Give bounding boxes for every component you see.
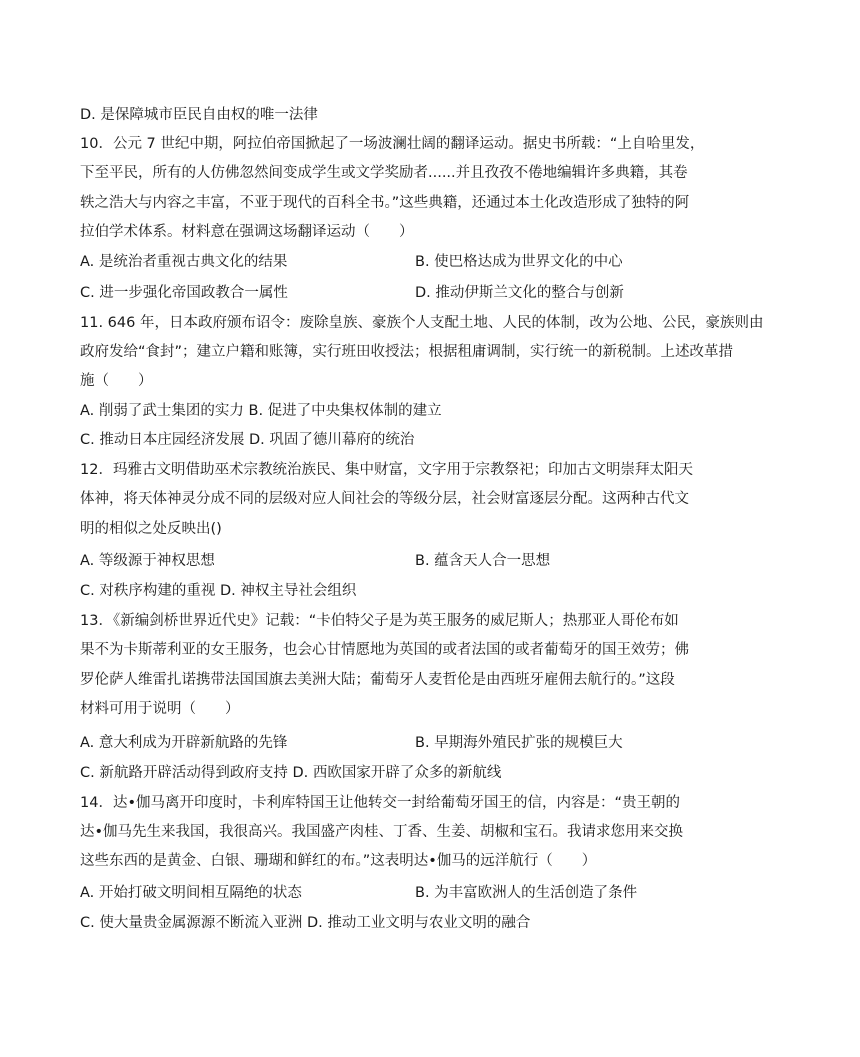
- q10-stem-line-1: 10．公元 7 世纪中期，阿拉伯帝国掀起了一场波澜壮阔的翻译运动。据史书所载：“上自哈里发，: [80, 136, 705, 152]
- q14-stem-line-2: 达•伽马先生来我国，我很高兴。我国盛产肉桂、丁香、生姜、胡椒和宝石。我请求您用来交换: [80, 824, 684, 840]
- q12-option-cd: C. 对秩序构建的重视 D. 神权主导社会组织: [80, 583, 357, 599]
- q13-option-a: A. 意大利成为开辟新航路的先锋: [80, 735, 288, 751]
- q10-stem-line-4: 拉伯学术体系。材料意在强调这场翻译运动（ ）: [80, 224, 414, 240]
- q12-stem-line-1: 12．玛雅古文明借助巫术宗教统治族民、集中财富，文字用于宗教祭祀；印加古文明崇拜太阳天: [80, 462, 693, 478]
- q14-option-b: B. 为丰富欧洲人的生活创造了条件: [415, 885, 638, 901]
- q12-stem-line-3: 明的相似之处反映出(): [80, 521, 222, 537]
- q12-option-b: B. 蕴含天人合一思想: [415, 553, 551, 569]
- q12-option-a: A. 等级源于神权思想: [80, 553, 215, 569]
- q13-option-cd: C. 新航路开辟活动得到政府支持 D. 西欧国家开辟了众多的新航线: [80, 765, 502, 781]
- q10-option-c: C. 进一步强化帝国政教合一属性: [80, 285, 288, 301]
- q10-stem-line-3: 轶之浩大与内容之丰富，不亚于现代的百科全书。”这些典籍，还通过本土化改造形成了独特的阿: [80, 195, 690, 211]
- q11-stem-line-1: 11. 646 年，日本政府颁布诏令：废除皇族、豪族个人支配土地、人民的体制，改为公地、公民，豪族则由: [80, 315, 764, 331]
- q14-option-cd: C. 使大量贵金属源源不断流入亚洲 D. 推动工业文明与农业文明的融合: [80, 915, 531, 931]
- q10-option-a: A. 是统治者重视古典文化的结果: [80, 254, 288, 270]
- q11-stem-line-2: 政府发给“食封”；建立户籍和账簿，实行班田收授法；根据租庸调制，实行统一的新税制。上述改革措: [80, 344, 734, 360]
- q13-stem-line-4: 材料可用于说明（ ）: [80, 701, 240, 717]
- q14-stem-line-1: 14．达•伽马离开印度时，卡利库特国王让他转交一封给葡萄牙国王的信，内容是：“贵王朝的: [80, 795, 681, 811]
- q10-option-b: B. 使巴格达成为世界文化的中心: [415, 254, 623, 270]
- q12-stem-line-2: 体神，将天体神灵分成不同的层级对应人间社会的等级分层，社会财富逐层分配。这两种古代文: [80, 491, 689, 507]
- q14-option-a: A. 开始打破文明间相互隔绝的状态: [80, 885, 302, 901]
- q11-option-line-1: A. 削弱了武士集团的实力 B. 促进了中央集权体制的建立: [80, 403, 442, 419]
- q9-option-d: D. 是保障城市臣民自由权的唯一法律: [80, 107, 318, 123]
- q11-stem-line-3: 施（ ）: [80, 373, 153, 389]
- q14-stem-line-3: 这些东西的是黄金、白银、珊瑚和鲜红的布。”这表明达•伽马的远洋航行（ ）: [80, 853, 597, 869]
- q13-stem-line-2: 果不为卡斯蒂利亚的女王服务，也会心甘情愿地为英国的或者法国的或者葡萄牙的国王效劳；佛: [80, 642, 689, 658]
- q13-option-b: B. 早期海外殖民扩张的规模巨大: [415, 735, 623, 751]
- q13-stem-line-1: 13．《新编剑桥世界近代史》记载：“卡伯特父子是为英王服务的威尼斯人；热那亚人哥伦布如: [80, 613, 679, 629]
- q13-stem-line-3: 罗伦萨人维雷扎诺携带法国国旗去美洲大陆；葡萄牙人麦哲伦是由西班牙雇佣去航行的。”这段: [80, 672, 675, 688]
- q11-option-line-2: C. 推动日本庄园经济发展 D. 巩固了德川幕府的统治: [80, 432, 415, 448]
- q10-stem-line-2: 下至平民，所有的人仿佛忽然间变成学生或文学奖励者......并且孜孜不倦地编辑许多典籍，其卷: [80, 165, 688, 181]
- q10-option-d: D. 推动伊斯兰文化的整合与创新: [415, 285, 624, 301]
